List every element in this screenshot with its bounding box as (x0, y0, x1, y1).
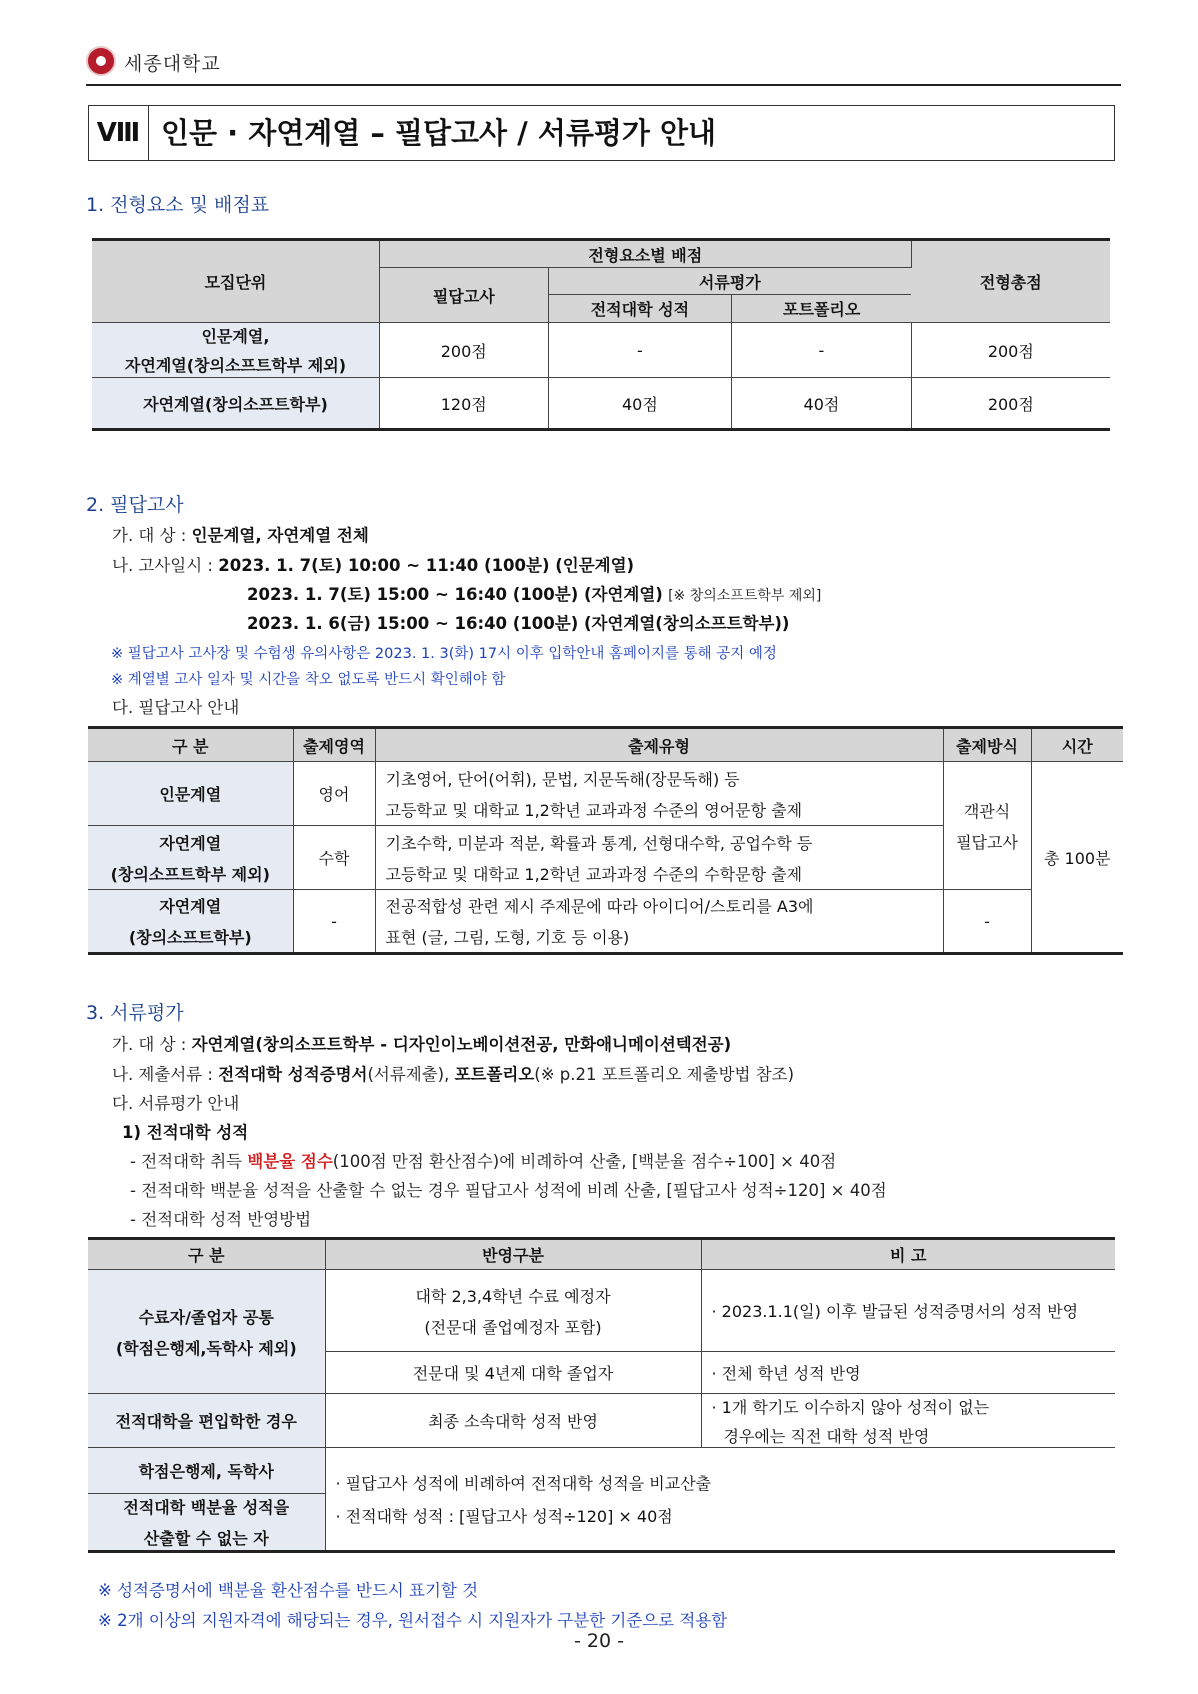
grades-method-table (88, 1237, 1115, 1553)
footnote: ※ 2개 이상의 지원자격에 해당되는 경우, 원서접수 시 지원자가 구분한 기준으로 적용함 (98, 1611, 728, 1630)
portfolio-score: 40점 (732, 378, 911, 430)
portfolio-score: - (732, 323, 911, 378)
chapter-title: 인문 · 자연계열 – 필답고사 / 서류평가 안내 (161, 116, 717, 150)
table-row (88, 1448, 1115, 1494)
method-cell: - (943, 890, 1031, 954)
division-cell: 자연계열 (창의소프트학부 제외) (88, 826, 293, 890)
division-cell: 학점은행제, 독학사 (88, 1448, 325, 1494)
exam-target-line: 가. 대 상 : 인문계열, 자연계열 전체 (112, 526, 369, 545)
table-row (88, 890, 1123, 954)
grades-score: 40점 (548, 378, 732, 430)
remark-cell: · 전체 학년 성적 반영 (701, 1352, 1115, 1394)
section1-heading: 1. 전형요소 및 배점표 (86, 194, 270, 216)
area-cell: 영어 (293, 762, 375, 826)
th-area: 출제영역 (293, 728, 375, 762)
th-remark: 비 고 (701, 1239, 1115, 1270)
chapter-title-box (88, 105, 1115, 161)
type-cell: 기초영어, 단어(어휘), 문법, 지문독해(장문독해) 등 고등학교 및 대학교 1,2학년 교과과정 수준의 영어문항 출제 (375, 762, 943, 826)
page-header (86, 44, 1121, 86)
th-type: 출제유형 (375, 728, 943, 762)
university-name: 세종대학교 (124, 53, 221, 75)
grades-subheading: 1) 전적대학 성적 (122, 1123, 249, 1142)
table-row (88, 1394, 1115, 1448)
th-apply: 반영구분 (325, 1239, 701, 1270)
type-cell: 기초수학, 미분과 적분, 확률과 통계, 선형대수학, 공업수학 등 고등학교 및 대학교 1,2학년 교과과정 수준의 수학문항 출제 (375, 826, 943, 890)
apply-cell: 전문대 및 4년제 대학 졸업자 (325, 1352, 701, 1394)
exam-note: ※ 필답고사 고사장 및 수험생 유의사항은 2023. 1. 3(화) 17시 이후 입학안내 홈페이지를 통해 공지 예정 (111, 646, 777, 662)
division-cell: 인문계열 (88, 762, 293, 826)
division-cell: 수료자/졸업자 공통 (학점은행제,독학사 제외) (88, 1270, 325, 1394)
apply-cell: 대학 2,3,4학년 수료 예정자 (전문대 졸업예정자 포함) (325, 1270, 701, 1352)
footnote: ※ 성적증명서에 백분율 환산점수를 반드시 표기할 것 (98, 1581, 479, 1600)
docs-target-line: 가. 대 상 : 자연계열(창의소프트학부 - 디자인이노베이션전공, 만화애니메이션텍전공) (112, 1035, 732, 1054)
type-cell: 전공적합성 관련 제시 주제문에 따라 아이디어/스토리를 A3에 표현 (글, 그림, 도형, 기호 등 이용) (375, 890, 943, 954)
chapter-number: Ⅷ (89, 106, 149, 160)
score-table (92, 238, 1110, 431)
division-cell: 전적대학 백분율 성적을 산출할 수 없는 자 (88, 1494, 325, 1552)
exam-date-line: 2023. 1. 7(토) 15:00 ~ 16:40 (100분) (자연계열) [※ 창의소프트학부 제외] (247, 585, 822, 604)
docs-guide-label: 다. 서류평가 안내 (112, 1094, 240, 1113)
exam-guide-label: 다. 필답고사 안내 (112, 698, 240, 717)
division-cell: 자연계열 (창의소프트학부) (88, 890, 293, 954)
apply-cell: 최종 소속대학 성적 반영 (325, 1394, 701, 1448)
total-score: 200점 (911, 378, 1110, 430)
exam-guide-table (88, 726, 1123, 955)
th-exam: 필답고사 (379, 268, 548, 323)
remark-cell: · 2023.1.1(일) 이후 발급된 성적증명서의 성적 반영 (701, 1270, 1115, 1352)
total-score: 200점 (911, 323, 1110, 378)
section3-heading: 3. 서류평가 (86, 1002, 184, 1024)
division-cell: 전적대학을 편입학한 경우 (88, 1394, 325, 1448)
university-seal-icon (86, 46, 116, 76)
time-cell: 총 100분 (1031, 762, 1123, 954)
exam-date-line: 2023. 1. 6(금) 15:00 ~ 16:40 (100분) (자연계열(창의소프트학부)) (247, 614, 790, 633)
page-number: - 20 - (574, 1630, 624, 1652)
exam-score: 120점 (379, 378, 548, 430)
th-time: 시간 (1031, 728, 1123, 762)
table-row (88, 762, 1123, 826)
remark-cell: · 1개 학기도 이수하지 않아 성적이 없는 경우에는 직전 대학 성적 반영 (701, 1394, 1115, 1448)
th-portfolio: 포트폴리오 (732, 295, 911, 323)
exam-note: ※ 계열별 고사 일자 및 시간을 착오 없도록 반드시 확인해야 함 (111, 672, 506, 688)
th-elements: 전형요소별 배점 (379, 240, 911, 268)
th-division: 구 분 (88, 728, 293, 762)
unit-cell: 인문계열, 자연계열(창의소프트학부 제외) (92, 323, 379, 378)
table-row (92, 323, 1110, 378)
method-cell: 객관식 필답고사 (943, 762, 1031, 890)
grades-bullet: - 전적대학 취득 백분율 점수(100점 만점 환산점수)에 비례하여 산출, [백분율 점수÷100] × 40점 (130, 1152, 837, 1171)
remark-cell: · 필답고사 성적에 비례하여 전적대학 성적을 비교산출 · 전적대학 성적 : [필답고사 성적÷120] × 40점 (325, 1448, 1115, 1552)
th-unit: 모집단위 (92, 240, 379, 323)
th-docs: 서류평가 (548, 268, 911, 295)
table-row (92, 378, 1110, 430)
area-cell: - (293, 890, 375, 954)
docs-required-line: 나. 제출서류 : 전적대학 성적증명서(서류제출), 포트폴리오(※ p.21 포트폴리오 제출방법 참조) (112, 1065, 795, 1084)
unit-cell: 자연계열(창의소프트학부) (92, 378, 379, 430)
th-total: 전형총점 (911, 240, 1110, 323)
th-method: 출제방식 (943, 728, 1031, 762)
exam-score: 200점 (379, 323, 548, 378)
th-grades: 전적대학 성적 (548, 295, 732, 323)
exam-date-line: 나. 고사일시 : 2023. 1. 7(토) 10:00 ~ 11:40 (100분) (인문계열) (112, 556, 635, 575)
grades-score: - (548, 323, 732, 378)
grades-bullet: - 전적대학 백분율 성적을 산출할 수 없는 경우 필답고사 성적에 비례 산출, [필답고사 성적÷120] × 40점 (130, 1181, 887, 1200)
area-cell: 수학 (293, 826, 375, 890)
th-division: 구 분 (88, 1239, 325, 1270)
table-row (88, 1270, 1115, 1352)
grades-bullet: - 전적대학 성적 반영방법 (130, 1210, 312, 1229)
section2-heading: 2. 필답고사 (86, 494, 184, 516)
